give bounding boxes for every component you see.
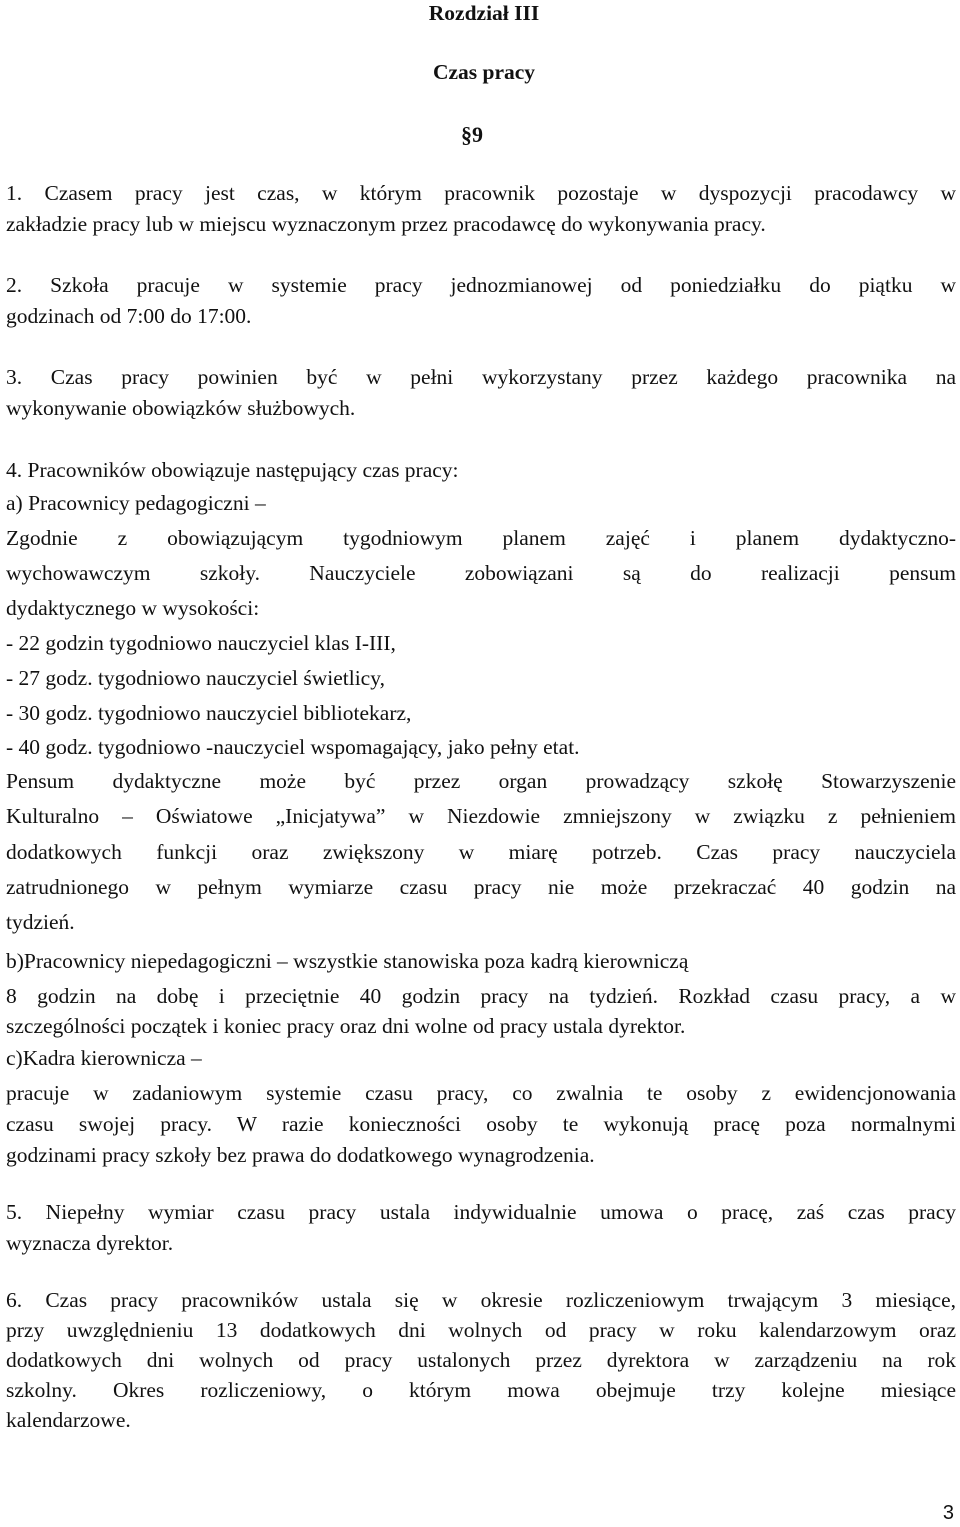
text-line: czasu swojej pracy. W razie konieczności osoby te wykonują pracę poza normalnymi xyxy=(6,1112,956,1136)
list-item: - 40 godz. tygodniowo -nauczyciel wspomagający, jako pełny etat. xyxy=(6,735,580,759)
text-line: pracuje w zadaniowym systemie czasu pracy, co zwalnia te osoby z ewidencjonowania xyxy=(6,1081,956,1105)
text-line: zatrudnionego w pełnym wymiarze czasu pracy nie może przekraczać 40 godzin na xyxy=(6,875,956,899)
chapter-title: Czas pracy xyxy=(432,60,536,84)
page-number: 3 xyxy=(942,1502,954,1524)
text-line: godzinami pracy szkoły bez prawa do dodatkowego wynagrodzenia. xyxy=(6,1143,595,1167)
text-line: 6. Czas pracy pracowników ustala się w okresie rozliczeniowym trwającym 3 miesiące, xyxy=(6,1288,956,1312)
text-line: 5. Niepełny wymiar czasu pracy ustala indywidualnie umowa o pracę, zaś czas pracy xyxy=(6,1200,956,1224)
text-line: dodatkowych funkcji oraz zwiększony w miarę potrzeb. Czas pracy nauczyciela xyxy=(6,840,956,864)
text-line: Kulturalno – Oświatowe „Inicjatywa” w Niezdowie zmniejszony w związku z pełnieniem xyxy=(6,804,956,828)
text-line: 8 godzin na dobę i przeciętnie 40 godzin pracy na tydzień. Rozkład czasu pracy, a w xyxy=(6,984,956,1008)
text-line: wychowawczym szkoły. Nauczyciele zobowiązani są do realizacji pensum xyxy=(6,561,956,585)
text-line: 2. Szkoła pracuje w systemie pracy jednozmianowej od poniedziałku do piątku w xyxy=(6,273,956,297)
text-line: wyznacza dyrektor. xyxy=(6,1231,174,1255)
text-line: Pensum dydaktyczne może być przez organ prowadzący szkołę Stowarzyszenie xyxy=(6,769,956,793)
text-line: Zgodnie z obowiązującym tygodniowym planem zajęć i planem dydaktyczno- xyxy=(6,526,956,550)
text-line: szczególności początek i koniec pracy oraz dni wolne od pracy ustala dyrektor. xyxy=(6,1014,686,1038)
text-line: 1. Czasem pracy jest czas, w którym pracownik pozostaje w dyspozycji pracodawcy w xyxy=(6,181,956,205)
text-line: 3. Czas pracy powinien być w pełni wykorzystany przez każdego pracownika na xyxy=(6,365,956,389)
text-line: dodatkowych dni wolnych od pracy ustalonych przez dyrektora w zarządzeniu na rok xyxy=(6,1348,956,1372)
chapter-heading: Rozdział III xyxy=(428,1,540,25)
text-line: kalendarzowe. xyxy=(6,1408,131,1432)
text-line: c)Kadra kierownicza – xyxy=(6,1046,202,1070)
text-line: szkolny. Okres rozliczeniowy, o którym mowa obejmuje trzy kolejne miesiące xyxy=(6,1378,956,1402)
section-number: §9 xyxy=(461,122,483,147)
text-line: 4. Pracowników obowiązuje następujący czas pracy: xyxy=(6,458,459,482)
text-line: dydaktycznego w wysokości: xyxy=(6,596,260,620)
text-line: a) Pracownicy pedagogiczni – xyxy=(6,491,266,515)
list-item: - 27 godz. tygodniowo nauczyciel świetlicy, xyxy=(6,666,385,690)
list-item: - 30 godz. tygodniowo nauczyciel bibliotekarz, xyxy=(6,701,412,725)
text-line: b)Pracownicy niepedagogiczni – wszystkie stanowiska poza kadrą kierowniczą xyxy=(6,949,689,973)
text-line: godzinach od 7:00 do 17:00. xyxy=(6,304,252,328)
text-line: zakładzie pracy lub w miejscu wyznaczonym przez pracodawcę do wykonywania pracy. xyxy=(6,212,766,236)
text-line: tydzień. xyxy=(6,910,75,934)
text-line: wykonywanie obowiązków służbowych. xyxy=(6,396,356,420)
list-item: - 22 godzin tygodniowo nauczyciel klas I-III, xyxy=(6,631,396,655)
text-line: przy uwzględnieniu 13 dodatkowych dni wolnych od pracy w roku kalendarzowym oraz xyxy=(6,1318,956,1342)
